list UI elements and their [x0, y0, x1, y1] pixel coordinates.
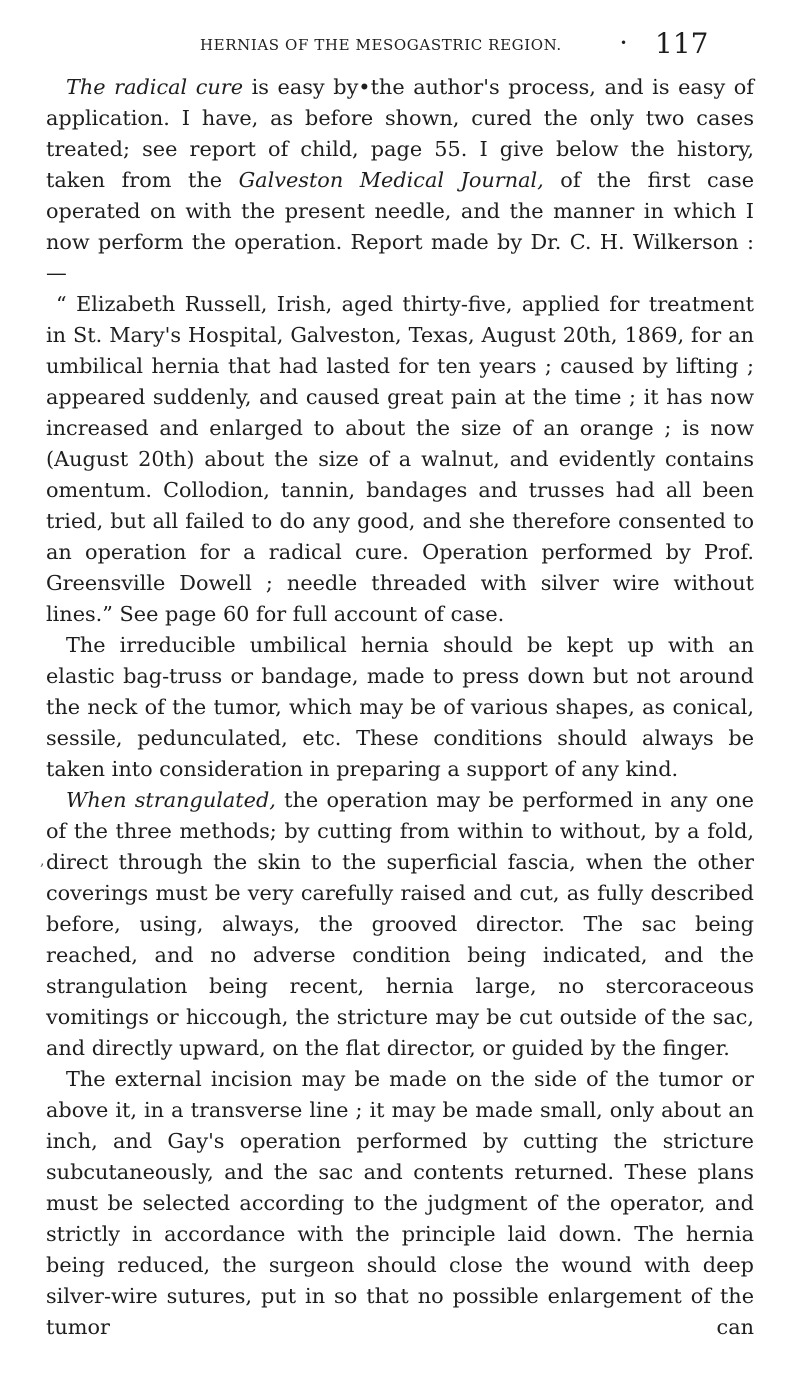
paragraph-irreducible: The irreducible umbilical hernia should be kept up with an elastic bag-truss or bandage, made to press down but not around the neck of the tumor, which may be of various shapes, as conical, sessile, pedunculated, etc. These conditions should always be taken into consideration in preparing a support of any kind.	[46, 633, 754, 781]
page-number: 117	[655, 27, 709, 60]
margin-comma: ,	[40, 853, 45, 869]
header-dot: •	[620, 36, 628, 50]
running-head	[200, 27, 760, 60]
running-title: HERNIAS OF THE MESOGASTRIC REGION.	[200, 36, 562, 54]
paragraph-case-report: “ Elizabeth Russell, Irish, aged thirty-five, applied for treatment in St. Mary's Hospital, Galveston, Texas, August 20th, 1869, for an umbilical hernia that had lasted for ten years ; caused by lifting ; appeared suddenly, and caused great pain at the time ; it has now increased and enlarged to about the size of an orange ; is now (August 20th) about the size of a walnut, and evidently contains omentum. Collodion, tannin, bandages and trusses had all been tried, but all failed to do any good, and she therefore consented to an operation for a radical cure. Operation performed by Prof. Greensville Dowell ; needle threaded with silver wire without lines.” See page 60 for full account of case.	[46, 292, 754, 626]
body-text	[46, 72, 754, 1343]
journal-title: Galveston Medical Journal,	[238, 168, 544, 192]
paragraph-strangulated	[46, 785, 754, 1064]
paragraph-text-after: of the first case operated on with the present needle, and the manner in which I now perform the operation. Report made by Dr. C. H. Wilkerson :—	[46, 168, 754, 285]
paragraph-text: is easy by•the author's process, and is easy of application. I have, as before shown, cured the only two cases treated; see report of child, page 55. I give below the history, taken from the	[46, 75, 754, 192]
paragraph-radical-cure	[46, 72, 754, 289]
paragraph-lead: When strangulated,	[66, 788, 276, 812]
paragraph-external-incision: The external incision may be made on the side of the tumor or above it, in a transverse line ; it may be made small, only about an inch, and Gay's operation performed by cutting the stricture subcutaneously, and the sac and contents returned. These plans must be selected according to the judgment of the operator, and strictly in accordance with the principle laid down. The hernia being reduced, the surgeon should close the wound with deep silver-wire sutures, put in so that no possible enlargement of the tumor can	[46, 1067, 754, 1339]
paragraph-lead: The radical cure	[66, 75, 244, 99]
paragraph-text: the operation may be performed in any one of the three methods; by cutting from within to without, by a fold, direct through the skin to the superficial fascia, when the other coverings must be very carefully raised and cut, as fully described before, using, always, the grooved director. The sac being reached, and no adverse condition being indicated, and the strangulation being recent, hernia large, no stercoraceous vomitings or hiccough, the stricture may be cut outside of the sac, and directly upward, on the flat director, or guided by the finger.	[46, 788, 754, 1060]
